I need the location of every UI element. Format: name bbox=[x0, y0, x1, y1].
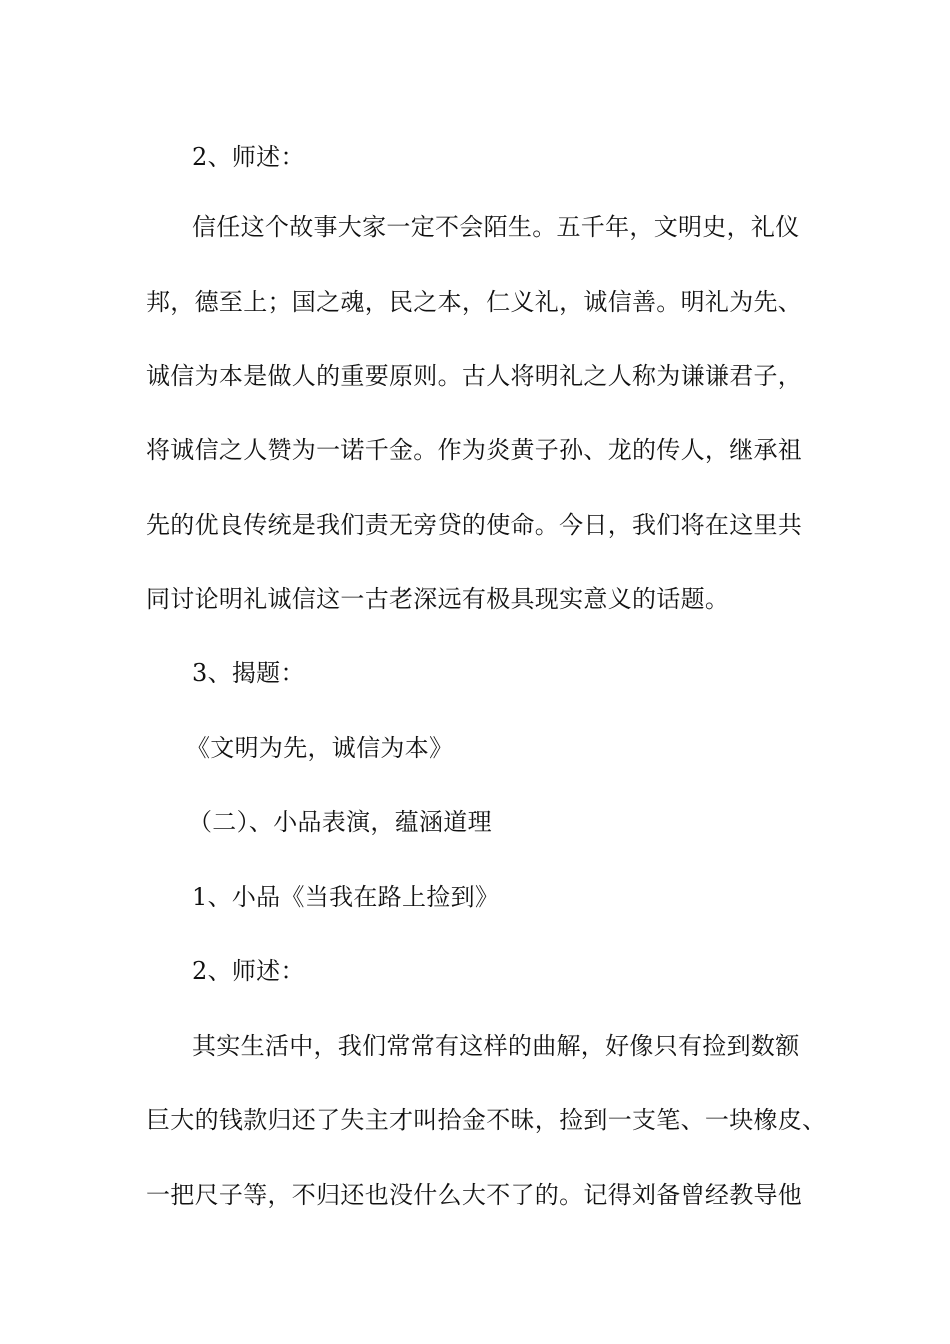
paragraph-line: 先的优良传统是我们责无旁贷的使命。今日，我们将在这里共 bbox=[146, 511, 803, 539]
paragraph-line: 一把尺子等，不归还也没什么大不了的。记得刘备曾经教导他 bbox=[146, 1181, 803, 1209]
paragraph-line: 其实生活中，我们常常有这样的曲解，好像只有捡到数额 bbox=[192, 1032, 800, 1060]
paragraph-line: 将诚信之人赞为一诺千金。作为炎黄子孙、龙的传人，继承祖 bbox=[146, 436, 803, 464]
topic-title: 《文明为先，诚信为本》 bbox=[186, 734, 454, 762]
section-heading: （二）、小品表演，蕴涵道理 bbox=[188, 808, 492, 836]
paragraph-line: 邦，德至上；国之魂，民之本，仁义礼，诚信善。明礼为先、 bbox=[146, 288, 803, 316]
heading-reveal-topic: 3、揭题： bbox=[192, 659, 305, 687]
skit-item: 1、小品《当我在路上捡到》 bbox=[192, 883, 500, 911]
paragraph-line: 巨大的钱款归还了失主才叫拾金不昧，捡到一支笔、一块橡皮、 bbox=[146, 1106, 827, 1134]
heading-teacher-narration-1: 2、师述： bbox=[192, 143, 305, 171]
paragraph-line: 同讨论明礼诚信这一古老深远有极具现实意义的话题。 bbox=[146, 585, 730, 613]
paragraph-line: 信任这个故事大家一定不会陌生。五千年，文明史，礼仪 bbox=[192, 213, 800, 241]
paragraph-line: 诚信为本是做人的重要原则。古人将明礼之人称为谦谦君子， bbox=[146, 362, 803, 390]
heading-teacher-narration-2: 2、师述： bbox=[192, 957, 305, 985]
